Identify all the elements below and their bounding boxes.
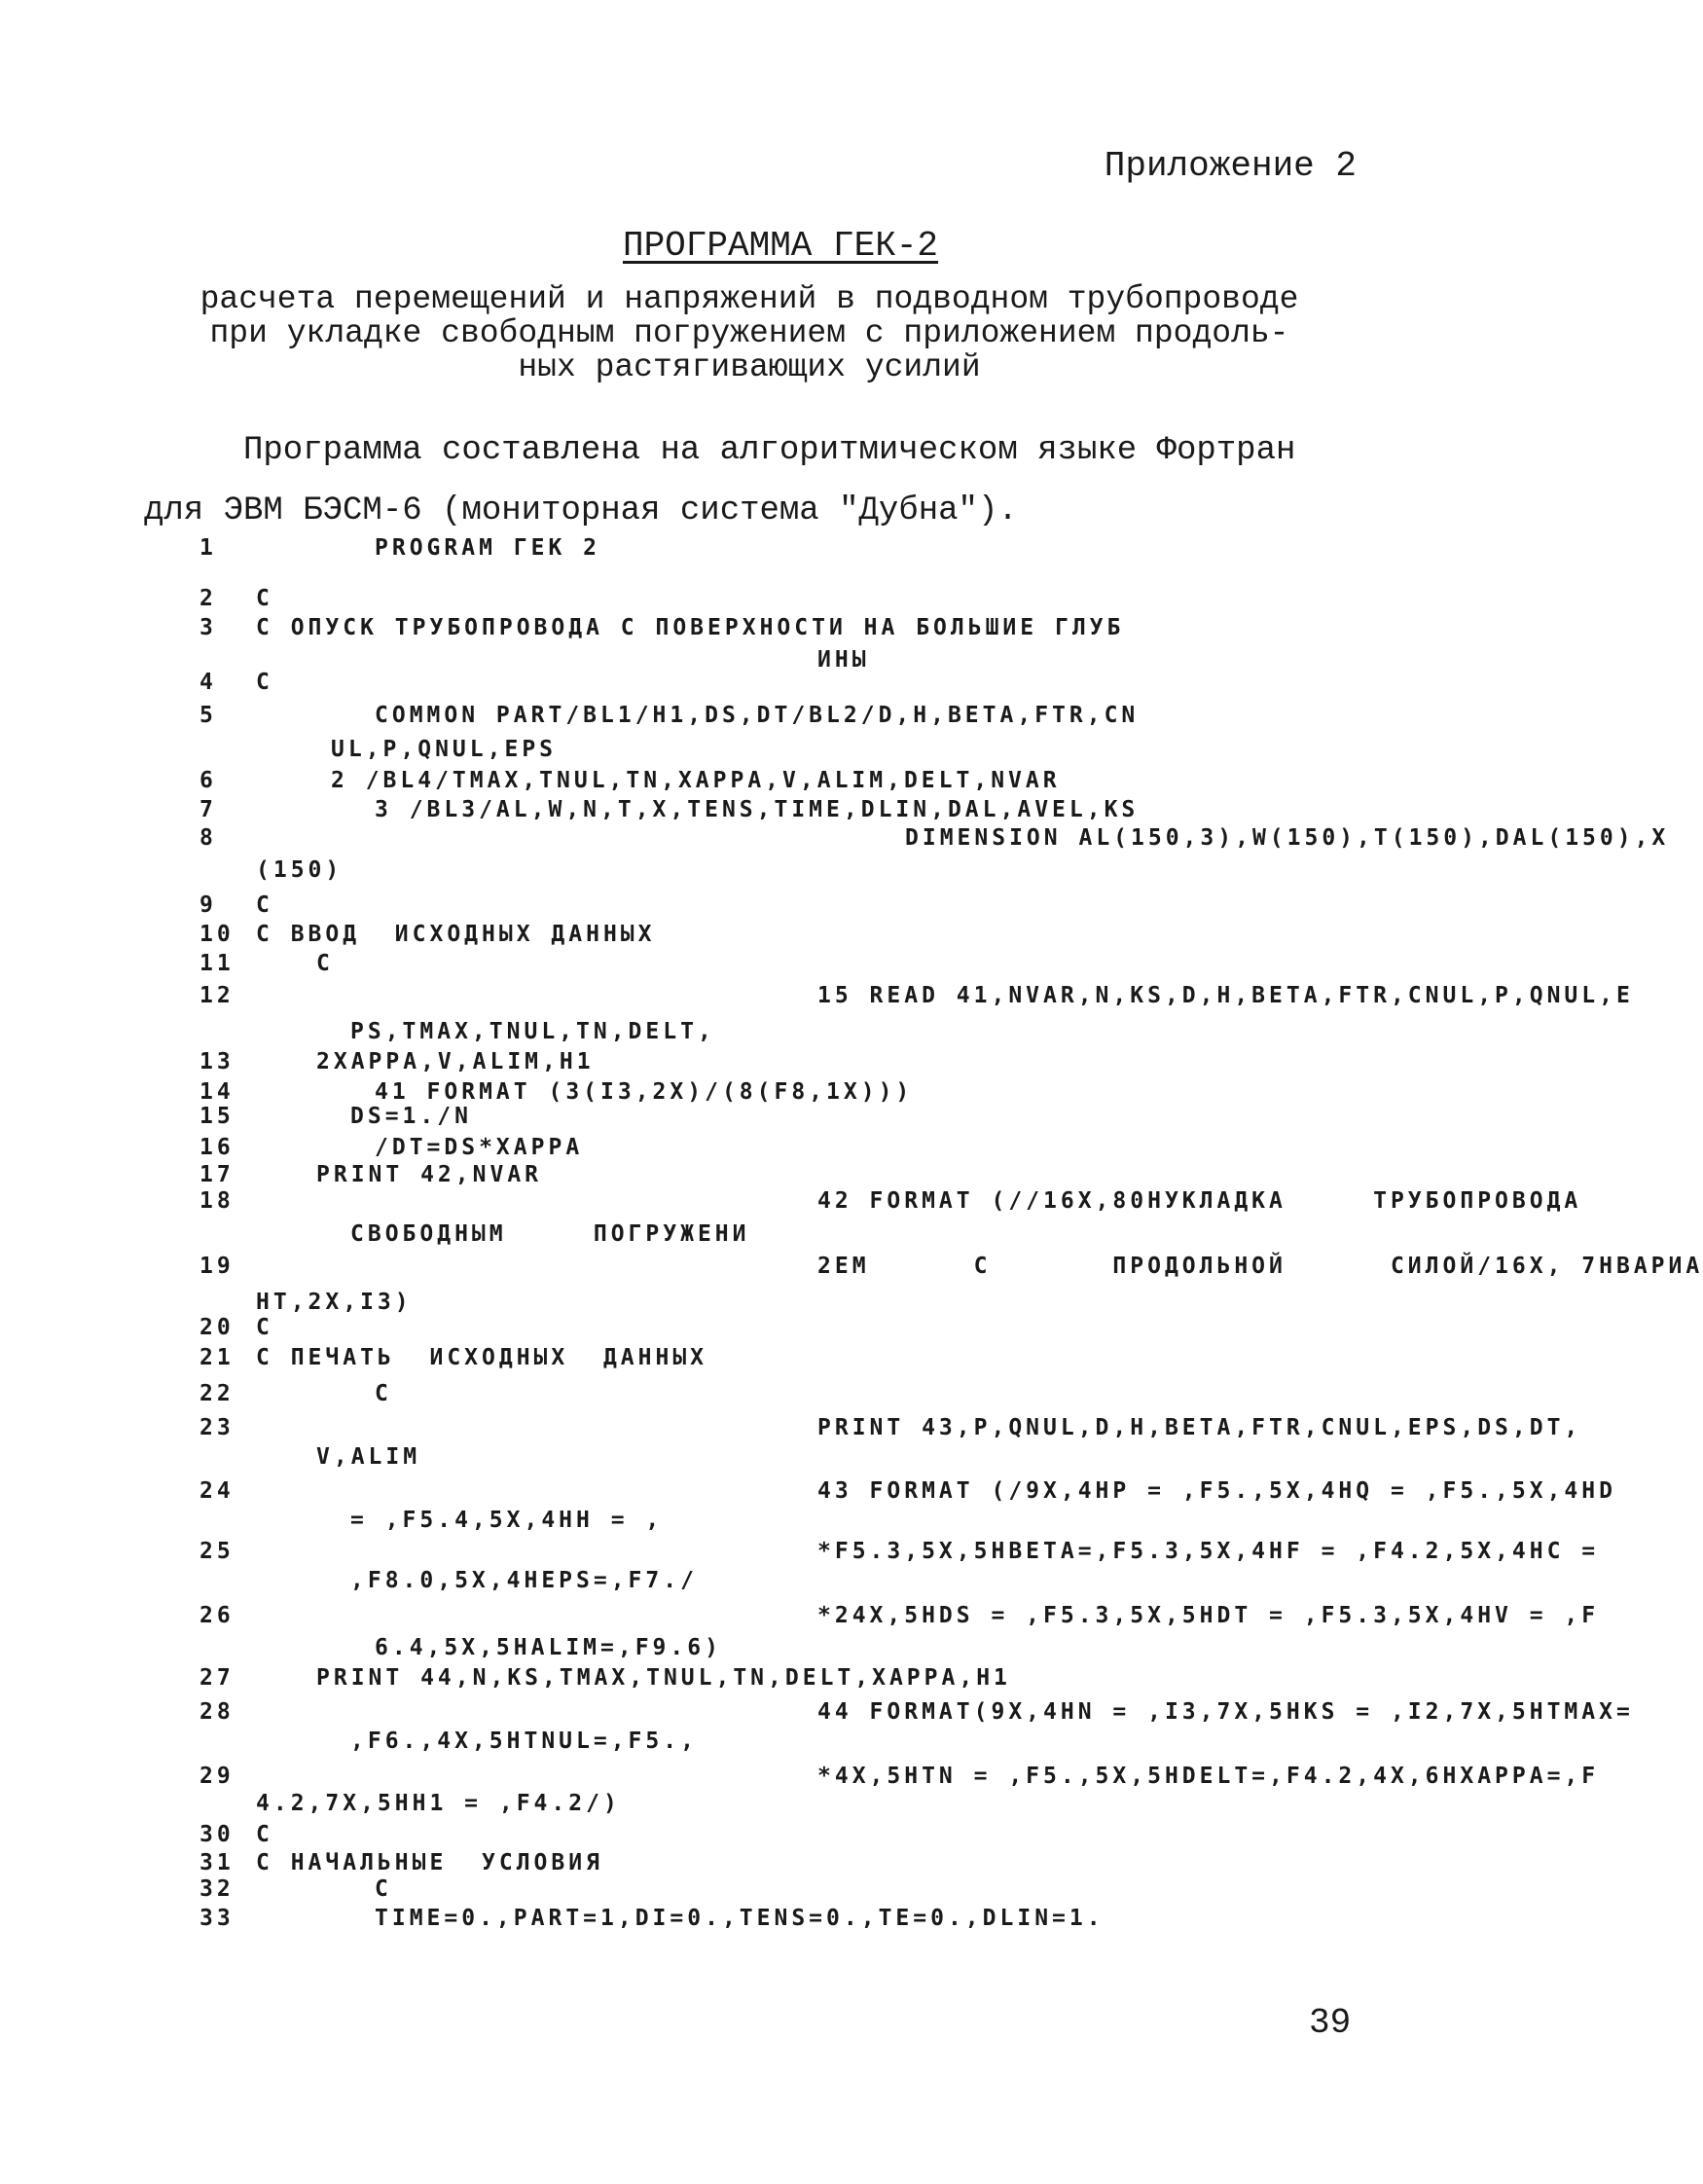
- code-text: 6.4,5X,5HALIM=,F9.6): [375, 1635, 722, 1660]
- code-text: 2ЕМ С ПРОДОЛЬНОЙ СИЛОЙ/16X, 7HВАРИА: [817, 1254, 1703, 1279]
- program-subtitle: [146, 282, 1353, 384]
- code-text: *4X,5HTN = ,F5.,5X,5HDELT=,F4.2,4X,6HXAPPA=,F: [817, 1764, 1600, 1789]
- code-text: 3 /BL3/AL,W,N,T,X,TENS,TIME,DLIN,DAL,AVEL,KS: [375, 797, 1140, 822]
- code-text: C ПЕЧАТЬ ИСХОДНЫХ ДАННЫХ: [256, 1345, 708, 1370]
- code-text: 44 FORMAT(9X,4HN = ,I3,7X,5HKS = ,I2,7X,5HTMAX=: [817, 1699, 1634, 1725]
- subtitle-line: расчета перемещений и напряжений в подводном трубопроводе: [199, 281, 1299, 317]
- line-number: 20: [199, 1315, 235, 1340]
- code-text: *24X,5HDS = ,F5.3,5X,5HDT = ,F5.3,5X,4HV = ,F: [817, 1603, 1600, 1628]
- code-text: /DT=DS*XAPPA: [375, 1135, 584, 1160]
- code-text: PROGRAM ГЕК 2: [375, 535, 601, 561]
- line-number: 22: [199, 1381, 235, 1406]
- line-number: 32: [199, 1876, 235, 1902]
- code-text: 43 FORMAT (/9X,4HP = ,F5.,5X,4HQ = ,F5.,5X,4HD: [817, 1478, 1616, 1504]
- line-number: 18: [199, 1188, 235, 1214]
- code-text: ,F8.0,5X,4HEPS=,F7./: [350, 1568, 698, 1593]
- line-number: 29: [199, 1764, 235, 1789]
- line-number: 13: [199, 1049, 235, 1074]
- code-text: V,ALIM: [316, 1444, 421, 1470]
- code-text: 2XAPPA,V,ALIM,H1: [316, 1049, 595, 1074]
- code-text: 41 FORMAT (3(I3,2X)/(8(F8,1X))): [375, 1079, 914, 1105]
- code-text: *F5.3,5X,5HBETA=,F5.3,5X,4HF = ,F4.2,5X,4HC =: [817, 1539, 1600, 1564]
- line-number: 30: [199, 1822, 235, 1847]
- line-number: 27: [199, 1665, 235, 1691]
- page-number: 39: [1309, 2003, 1352, 2043]
- code-text: ,F6.,4X,5HTNUL=,F5.,: [350, 1729, 698, 1754]
- line-number: 2: [199, 586, 217, 611]
- line-number: 17: [199, 1162, 235, 1187]
- line-number: 23: [199, 1415, 235, 1440]
- code-text: C: [256, 670, 273, 695]
- line-number: 9: [199, 892, 217, 918]
- intro-line: Программа составлена на алгоритмическом языке Фортран: [243, 432, 1296, 469]
- line-number: 14: [199, 1079, 235, 1105]
- code-text: C: [316, 951, 334, 976]
- code-text: COMMON PART/BL1/H1,DS,DT/BL2/D,H,BETA,FTR,CN: [375, 703, 1140, 728]
- code-text: C: [256, 1315, 273, 1340]
- code-text: C: [375, 1876, 392, 1902]
- line-number: 25: [199, 1539, 235, 1564]
- line-number: 16: [199, 1135, 235, 1160]
- code-text: C: [256, 1822, 273, 1847]
- code-text: 42 FORMAT (//16X,80HУКЛАДКА ТРУБОПРОВОДА: [817, 1188, 1582, 1214]
- subtitle-line: при укладке свободным погружением с приложением продоль-: [209, 315, 1289, 351]
- line-number: 7: [199, 797, 217, 822]
- code-text: 15 READ 41,NVAR,N,KS,D,H,BETA,FTR,CNUL,P,QNUL,E: [817, 983, 1634, 1008]
- line-number: 15: [199, 1104, 235, 1129]
- subtitle-line: ных растягивающих усилий: [518, 349, 981, 385]
- code-text: DIMENSION AL(150,3),W(150),T(150),DAL(150),X: [905, 825, 1670, 851]
- code-text: C ОПУСК ТРУБОПРОВОДА С ПОВЕРХНОСТИ НА БОЛЬШИЕ ГЛУБ: [256, 615, 1125, 640]
- code-text: C НАЧАЛЬНЫЕ УСЛОВИЯ: [256, 1850, 603, 1875]
- code-text: C: [256, 586, 273, 611]
- line-number: 26: [199, 1603, 235, 1628]
- line-number: 21: [199, 1345, 235, 1370]
- line-number: 8: [199, 825, 217, 851]
- program-title: [0, 226, 1493, 266]
- code-text: (150): [256, 857, 344, 883]
- code-text: TIME=0.,PART=1,DI=0.,TENS=0.,TE=0.,DLIN=1.: [375, 1906, 1105, 1931]
- line-number: 31: [199, 1850, 235, 1875]
- line-number: 6: [199, 768, 217, 793]
- line-number: 24: [199, 1478, 235, 1504]
- code-text: НТ,2X,I3): [256, 1290, 413, 1315]
- intro-paragraph: [146, 420, 1295, 541]
- line-number: 3: [199, 615, 217, 640]
- code-text: PRINT 42,NVAR: [316, 1162, 543, 1187]
- line-number: 28: [199, 1699, 235, 1725]
- code-text: = ,F5.4,5X,4HH = ,: [350, 1508, 664, 1533]
- code-text: СВОБОДНЫМ ПОГРУЖЕНИ: [350, 1221, 750, 1247]
- intro-line: для ЭВМ БЭСМ-6 (мониторная система "Дубна").: [144, 492, 1018, 529]
- line-number: 19: [199, 1254, 235, 1279]
- code-text: ИНЫ: [817, 647, 870, 673]
- code-text: UL,P,QNUL,EPS: [331, 737, 558, 762]
- code-text: C: [256, 892, 273, 918]
- program-title-text: ПРОГРАММА ГЕК-2: [622, 226, 939, 266]
- code-text: DS=1./N: [350, 1104, 472, 1129]
- code-text: C: [375, 1381, 392, 1406]
- code-text: PRINT 44,N,KS,TMAX,TNUL,TN,DELT,XAPPA,H1: [316, 1665, 1011, 1691]
- line-number: 33: [199, 1906, 235, 1931]
- line-number: 11: [199, 951, 235, 976]
- line-number: 1: [199, 535, 217, 561]
- line-number: 12: [199, 983, 235, 1008]
- code-text: PS,TMAX,TNUL,TN,DELT,: [350, 1019, 715, 1044]
- line-number: 4: [199, 670, 217, 695]
- appendix-label: Приложение 2: [1104, 146, 1357, 186]
- line-number: 10: [199, 922, 235, 947]
- line-number: 5: [199, 703, 217, 728]
- code-text: 2 /BL4/TMAX,TNUL,TN,XAPPA,V,ALIM,DELT,NVAR: [331, 768, 1061, 793]
- code-text: 4.2,7X,5HH1 = ,F4.2/): [256, 1791, 621, 1816]
- code-text: C ВВОД ИСХОДНЫХ ДАННЫХ: [256, 922, 656, 947]
- code-text: PRINT 43,P,QNUL,D,H,BETA,FTR,CNUL,EPS,DS,DT,: [817, 1415, 1582, 1440]
